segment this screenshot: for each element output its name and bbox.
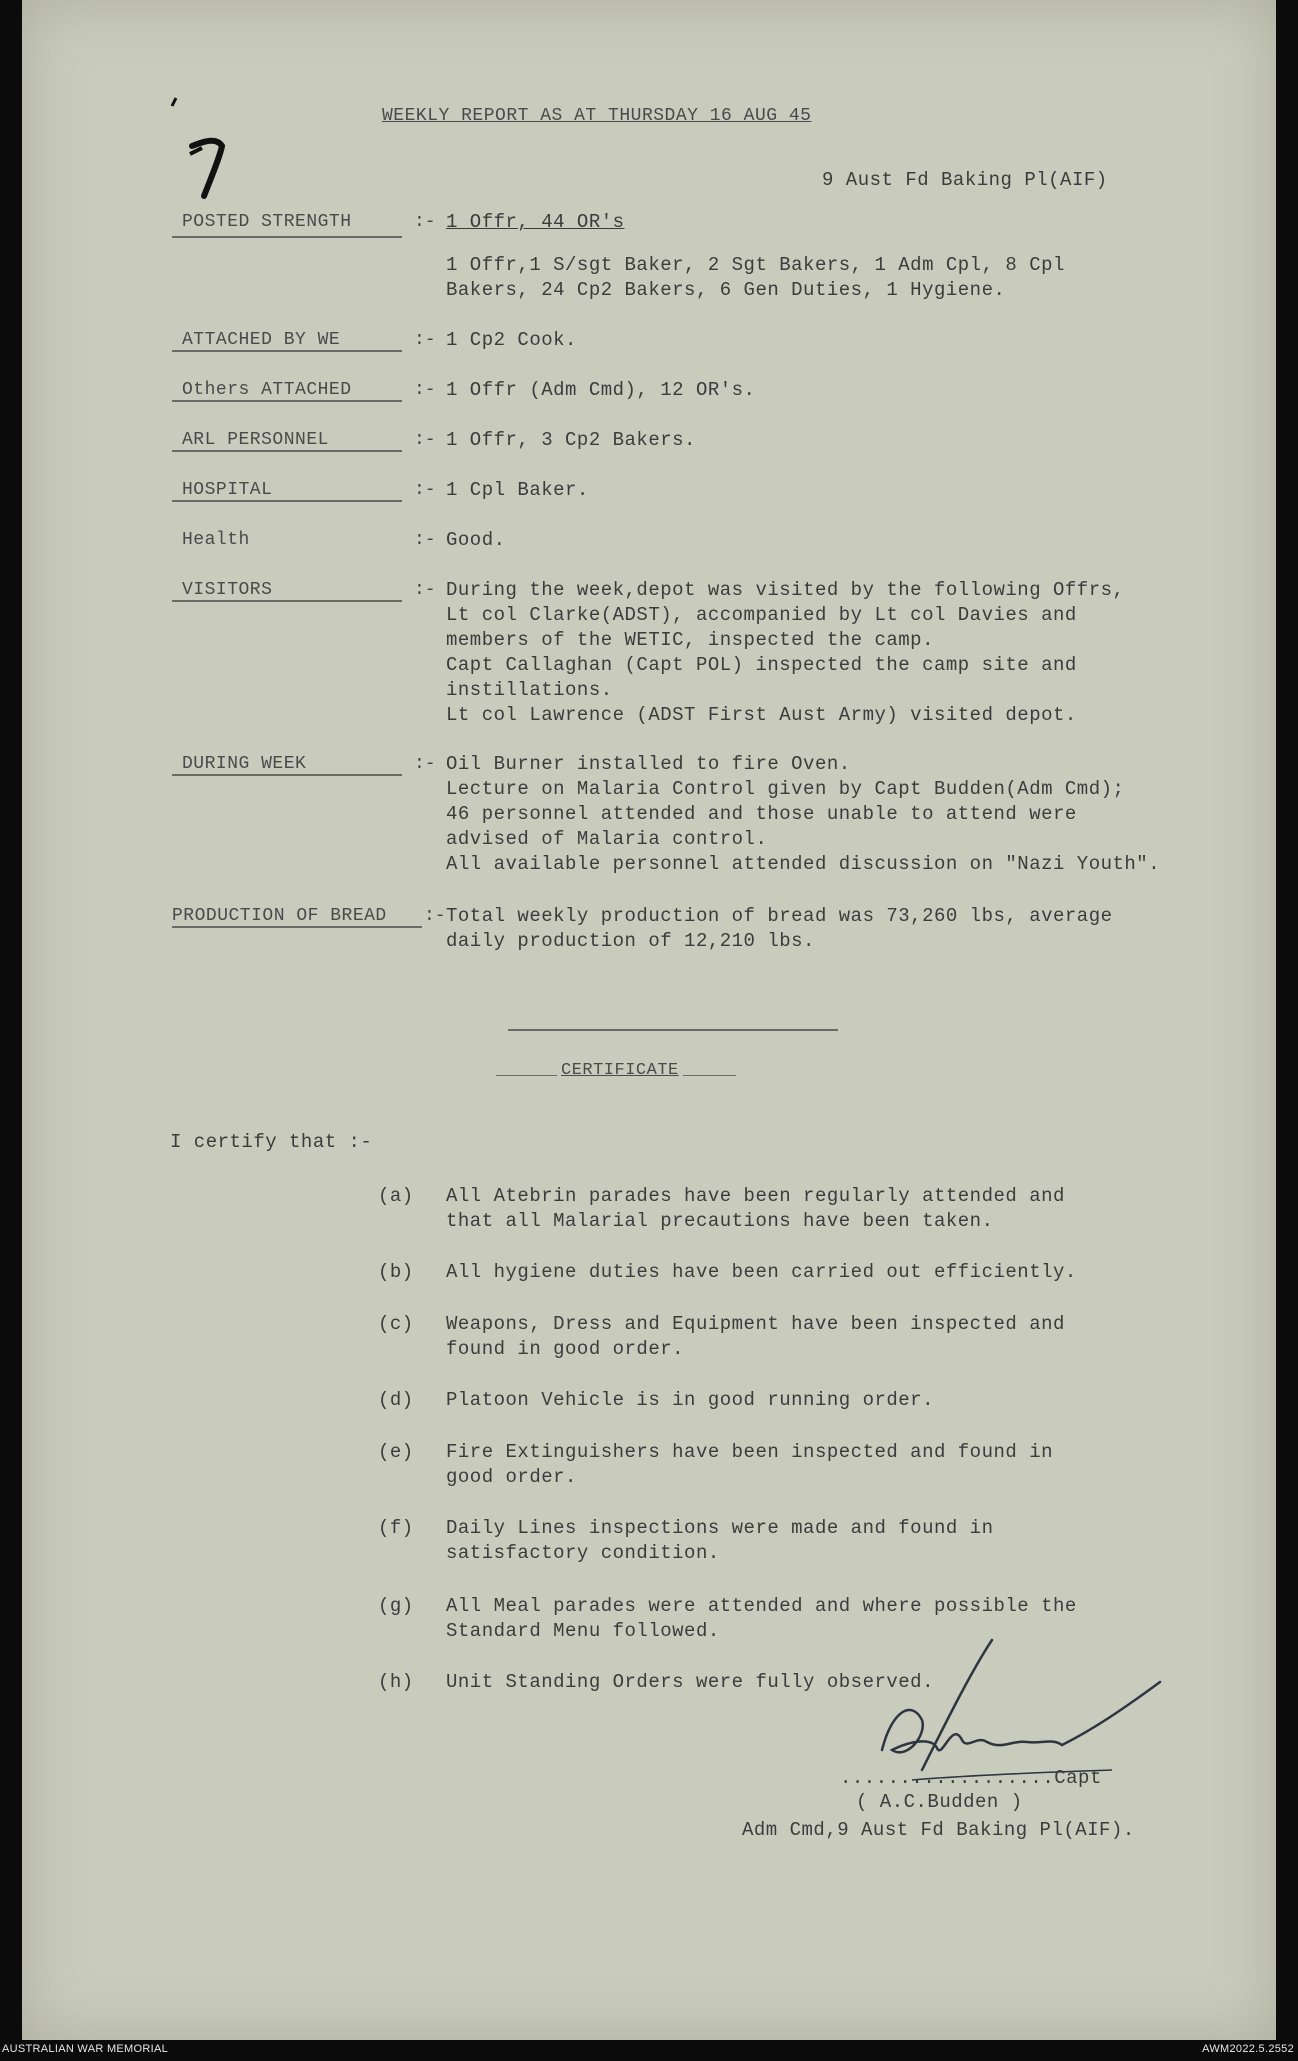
certificate-title: CERTIFICATE: [557, 1058, 683, 1083]
item-c-line-1: Weapons, Dress and Equipment have been inspected and: [446, 1313, 1065, 1335]
item-b-line-1: All hygiene duties have been carried out efficiently.: [446, 1261, 1077, 1283]
footer-source: AUSTRALIAN WAR MEMORIAL: [2, 2043, 169, 2055]
during-week-line-2: Lecture on Malaria Control given by Capt Budden(Adm Cmd);: [446, 778, 1125, 800]
arl-personnel-value: 1 Offr, 3 Cp2 Bakers.: [446, 429, 696, 451]
item-key-a: (a): [378, 1185, 414, 1207]
strength-breakdown-line-2: Bakers, 24 Cp2 Bakers, 6 Gen Duties, 1 Hygiene.: [446, 279, 1006, 301]
item-key-d: (d): [378, 1389, 414, 1411]
visitors-line-2: Lt col Clarke(ADST), accompanied by Lt col Davies and: [446, 604, 1077, 626]
signature-name: ( A.C.Budden ): [856, 1791, 1023, 1813]
label-health: Health: [182, 530, 250, 550]
hospital-value: 1 Cpl Baker.: [446, 479, 589, 501]
item-a-line-1: All Atebrin parades have been regularly attended and: [446, 1185, 1065, 1207]
posted-strength-value: 1 Offr, 44 OR's: [446, 211, 625, 233]
visitors-line-5: instillations.: [446, 679, 613, 701]
footer-accession: AWM2022.5.2552: [1202, 2043, 1294, 2055]
item-g-line-1: All Meal parades were attended and where possible the: [446, 1595, 1077, 1617]
label-hospital: HOSPITAL: [182, 480, 273, 500]
separator-rule: [508, 1029, 838, 1031]
label-visitors: VISITORS: [182, 580, 273, 600]
item-key-e: (e): [378, 1441, 414, 1463]
visitors-line-4: Capt Callaghan (Capt POL) inspected the camp site and: [446, 654, 1077, 676]
production-line-2: daily production of 12,210 lbs.: [446, 930, 815, 952]
label-during-week: DURING WEEK: [182, 754, 307, 774]
certificate-intro: I certify that :-: [170, 1131, 373, 1153]
label-production-of-bread: PRODUCTION OF BREAD: [172, 906, 387, 926]
document-page: WEEKLY REPORT AS AT THURSDAY 16 AUG 45 9 Aust Fd Baking Pl(AIF) POSTED STRENGTH :- 1 Offr, 44 OR's 1 Offr,1 S/sgt Baker, 2 Sgt Bakers, 1 Adm Cpl, 8 Cpl Bakers, 24 Cp2 Bakers, 6 Gen Duties, 1 Hygiene. ATTACHED BY WE :- 1 Cp2 Cook. Others ATTACHED :- 1 Offr (Adm Cmd), 12 OR's. ARL PERSONNEL :- 1 Offr, 3 Cp2 Bakers. HOSPITAL :- 1 Cpl Baker. Health :- Good. VISITORS :- During the week,depot was visited by the following Offrs, Lt col Clarke(ADST), accompanied by Lt col Davies and members of the WETIC, inspected the camp. Capt Callaghan (Capt POL) inspected the camp site and instillations. Lt col Lawrence (ADST First Aust Army) visited depot. DURING WEEK :- Oil Burner installed to fire Oven. Lecture on Malaria Control given by Capt Budden(Adm Cmd); 46 personnel attended and those unable to attend were advised of Malaria control. All available personnel attended discussion on "Nazi Youth". PRODUCTION OF BREAD :- Total weekly production of bread was 73,260 lbs, average daily production of 12,210 lbs. CERTIFICATE I certify that :- (a) All Atebrin parades have been regularly attended and that all Malarial precautions have been taken. (b) All hygiene duties have been carried out efficiently. (c) Weapons, Dress and Equipment have been inspected and found in good order. (d) Platoon Vehicle is in good running order. (e) Fire Extinguishers have been inspected and found in good order. (f) Daily Lines inspections were made and found in satisfactory condition. (g) All Meal parades were attended and where possible the Standard Menu followed. (h) Unit Standing Orders were fully observed. ..................Capt ( A.C.Budden ) Adm Cmd,9 Aust Fd Baking Pl(AIF).: [22, 0, 1276, 2040]
item-d-line-1: Platoon Vehicle is in good running order.: [446, 1389, 934, 1411]
strength-breakdown-line-1: 1 Offr,1 S/sgt Baker, 2 Sgt Bakers, 1 Adm Cpl, 8 Cpl: [446, 254, 1065, 276]
item-c-line-2: found in good order.: [446, 1338, 685, 1360]
signature-rank: ..................Capt: [840, 1767, 1102, 1789]
item-h-line-1: Unit Standing Orders were fully observed.: [446, 1671, 934, 1693]
label-arl-personnel: ARL PERSONNEL: [182, 430, 329, 450]
item-key-f: (f): [378, 1517, 414, 1539]
item-key-h: (h): [378, 1671, 414, 1693]
others-attached-value: 1 Offr (Adm Cmd), 12 OR's.: [446, 379, 756, 401]
during-week-line-5: All available personnel attended discussion on "Nazi Youth".: [446, 853, 1161, 875]
label-posted-strength: POSTED STRENGTH: [182, 212, 352, 232]
visitors-line-6: Lt col Lawrence (ADST First Aust Army) visited depot.: [446, 704, 1077, 726]
during-week-line-1: Oil Burner installed to fire Oven.: [446, 753, 851, 775]
item-e-line-2: good order.: [446, 1466, 577, 1488]
item-key-c: (c): [378, 1313, 414, 1335]
signature-position: Adm Cmd,9 Aust Fd Baking Pl(AIF).: [742, 1819, 1135, 1841]
item-g-line-2: Standard Menu followed.: [446, 1620, 720, 1642]
item-key-g: (g): [378, 1595, 414, 1617]
visitors-line-1: During the week,depot was visited by the following Offrs,: [446, 579, 1125, 601]
visitors-line-3: members of the WETIC, inspected the camp.: [446, 629, 934, 651]
item-f-line-1: Daily Lines inspections were made and found in: [446, 1517, 994, 1539]
item-f-line-2: satisfactory condition.: [446, 1542, 720, 1564]
handwritten-mark: [162, 96, 252, 206]
production-line-1: Total weekly production of bread was 73,260 lbs, average: [446, 905, 1113, 927]
during-week-line-3: 46 personnel attended and those unable to attend were: [446, 803, 1077, 825]
item-key-b: (b): [378, 1261, 414, 1283]
label-attached-by-we: ATTACHED BY WE: [182, 330, 341, 350]
unit-name: 9 Aust Fd Baking Pl(AIF): [822, 169, 1108, 191]
report-title: WEEKLY REPORT AS AT THURSDAY 16 AUG 45: [382, 106, 812, 126]
during-week-line-4: advised of Malaria control.: [446, 828, 768, 850]
item-a-line-2: that all Malarial precautions have been taken.: [446, 1210, 994, 1232]
attached-by-we-value: 1 Cp2 Cook.: [446, 329, 577, 351]
health-value: Good.: [446, 529, 506, 551]
label-others-attached: Others ATTACHED: [182, 380, 352, 400]
item-e-line-1: Fire Extinguishers have been inspected and found in: [446, 1441, 1053, 1463]
